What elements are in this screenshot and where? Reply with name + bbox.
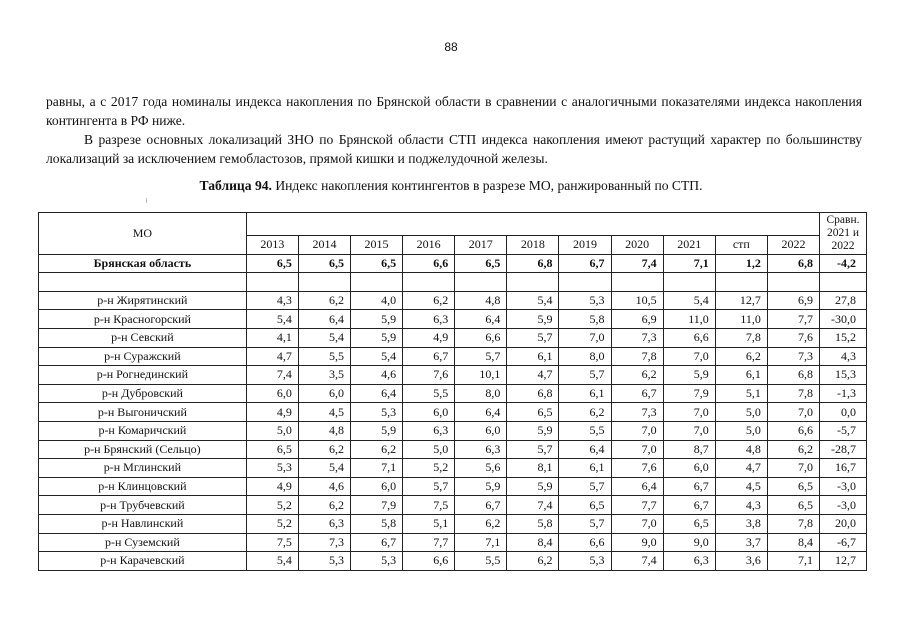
cell-value: 6,5 [246,440,298,459]
cell-value: 6,4 [559,440,611,459]
cell-value: 5,0 [715,403,767,422]
cell-value: 7,0 [611,421,663,440]
header-year: 2014 [298,236,350,255]
cell-value: 5,3 [351,552,403,571]
cell-value: 6,1 [715,366,767,385]
cell-value: 6,1 [559,459,611,478]
cell-value: 7,6 [403,366,455,385]
row-name: р-н Дубровский [39,384,247,403]
cell-value: 1,2 [715,254,767,273]
cell-value: 4,6 [298,477,350,496]
cell-srav: -28,7 [820,440,867,459]
table-caption-text: Индекс накопления контингентов в разрезе МО, ранжированный по СТП. [271,178,703,193]
cell-value: 7,7 [611,496,663,515]
cell-value: 5,7 [507,328,559,347]
cell-value: 7,0 [559,328,611,347]
cell-value: 7,1 [767,552,819,571]
cell-value: 6,4 [455,403,507,422]
table-row-total [39,254,867,273]
scan-mark [146,198,147,203]
cell-value: 6,4 [611,477,663,496]
cell-value: 5,9 [351,421,403,440]
cell-value: 7,0 [767,403,819,422]
header-year: 2020 [611,236,663,255]
cell-value: 7,0 [611,514,663,533]
blank-cell [559,273,611,292]
table-caption-label: Таблица 94. [199,178,272,193]
paragraph-2: В разрезе основных локализаций ЗНО по Брянской области СТП индекса накопления имеют растущий характер по большинству локализаций за исключением гемобластозов, прямой кишки и поджелудочной железы. [46,132,862,166]
cell-value: 6,4 [298,310,350,329]
cell-value: 7,7 [767,310,819,329]
cell-value: 7,8 [767,514,819,533]
cell-value: 7,3 [611,328,663,347]
cell-srav: 12,7 [820,552,867,571]
row-name: р-н Выгоничский [39,403,247,422]
cell-value: 7,9 [351,496,403,515]
table-row [39,366,867,385]
blank-cell [715,273,767,292]
cell-value: 8,4 [767,533,819,552]
table-row [39,514,867,533]
cell-value: 4,6 [351,366,403,385]
cell-value: 8,0 [559,347,611,366]
cell-value: 4,3 [715,496,767,515]
row-name: Брянская область [39,254,247,273]
mo-index-table [38,212,867,571]
cell-value: 3,8 [715,514,767,533]
table-caption [0,178,902,194]
cell-value: 5,7 [559,366,611,385]
cell-value: 7,1 [455,533,507,552]
cell-value: 6,2 [507,552,559,571]
cell-value: 7,3 [767,347,819,366]
cell-srav: -4,2 [820,254,867,273]
cell-value: 6,6 [403,254,455,273]
cell-value: 5,0 [715,421,767,440]
header-year: стп [715,236,767,255]
blank-cell [351,273,403,292]
row-name: р-н Брянский (Сельцо) [39,440,247,459]
cell-srav: 16,7 [820,459,867,478]
table-row [39,347,867,366]
cell-value: 6,1 [559,384,611,403]
cell-value: 5,3 [351,403,403,422]
cell-value: 10,5 [611,291,663,310]
cell-value: 6,1 [507,347,559,366]
cell-value: 6,5 [663,514,715,533]
cell-value: 6,0 [663,459,715,478]
cell-value: 5,9 [455,477,507,496]
cell-value: 5,9 [507,310,559,329]
cell-srav: -30,0 [820,310,867,329]
cell-value: 4,9 [246,477,298,496]
cell-value: 5,9 [663,366,715,385]
cell-value: 7,0 [767,459,819,478]
blank-cell [820,273,867,292]
cell-value: 6,7 [403,347,455,366]
blank-cell [663,273,715,292]
cell-value: 4,1 [246,328,298,347]
cell-value: 5,9 [507,421,559,440]
cell-srav: 4,3 [820,347,867,366]
cell-value: 5,2 [246,514,298,533]
cell-value: 5,3 [559,291,611,310]
cell-value: 5,1 [715,384,767,403]
cell-value: 7,4 [611,552,663,571]
cell-value: 6,8 [507,384,559,403]
blank-cell [403,273,455,292]
cell-value: 7,6 [767,328,819,347]
cell-value: 7,3 [298,533,350,552]
cell-value: 7,6 [611,459,663,478]
cell-value: 5,8 [507,514,559,533]
cell-value: 6,2 [403,291,455,310]
table-row [39,328,867,347]
cell-value: 5,4 [507,291,559,310]
cell-value: 5,7 [455,347,507,366]
blank-cell [246,273,298,292]
table-row [39,310,867,329]
cell-srav: 0,0 [820,403,867,422]
cell-value: 11,0 [663,310,715,329]
cell-value: 4,9 [403,328,455,347]
cell-value: 5,9 [351,328,403,347]
cell-value: 3,7 [715,533,767,552]
cell-value: 7,8 [611,347,663,366]
blank-cell [767,273,819,292]
cell-value: 6,3 [403,310,455,329]
cell-value: 7,4 [611,254,663,273]
header-year: 2017 [455,236,507,255]
cell-value: 8,7 [663,440,715,459]
row-name: р-н Жирятинский [39,291,247,310]
cell-value: 6,7 [611,384,663,403]
cell-value: 5,4 [351,347,403,366]
cell-value: 4,7 [507,366,559,385]
table-row [39,552,867,571]
cell-value: 6,8 [507,254,559,273]
header-year: 2018 [507,236,559,255]
cell-value: 4,3 [246,291,298,310]
cell-value: 5,8 [559,310,611,329]
header-srav: Сравн. 2021 и 2022 [820,213,867,255]
cell-value: 5,5 [298,347,350,366]
cell-value: 5,0 [246,421,298,440]
cell-srav: 20,0 [820,514,867,533]
cell-value: 6,7 [351,533,403,552]
cell-value: 5,5 [559,421,611,440]
cell-value: 4,0 [351,291,403,310]
cell-value: 5,9 [507,477,559,496]
table-row [39,477,867,496]
cell-value: 6,2 [611,366,663,385]
row-name: р-н Суражский [39,347,247,366]
cell-value: 6,9 [611,310,663,329]
cell-value: 7,4 [246,366,298,385]
cell-value: 10,1 [455,366,507,385]
row-name: р-н Севский [39,328,247,347]
cell-value: 6,2 [559,403,611,422]
table-row [39,421,867,440]
cell-value: 7,7 [403,533,455,552]
cell-value: 8,1 [507,459,559,478]
cell-value: 6,7 [559,254,611,273]
table-row [39,403,867,422]
cell-value: 7,3 [611,403,663,422]
row-name: р-н Комаричский [39,421,247,440]
cell-value: 6,0 [403,403,455,422]
cell-value: 5,5 [455,552,507,571]
row-name: р-н Навлинский [39,514,247,533]
cell-value: 6,6 [663,328,715,347]
cell-value: 3,6 [715,552,767,571]
cell-srav: -5,7 [820,421,867,440]
cell-value: 7,5 [246,533,298,552]
blank-cell [39,273,247,292]
table-row [39,459,867,478]
header-year: 2021 [663,236,715,255]
cell-value: 6,5 [559,496,611,515]
row-name: р-н Рогнединский [39,366,247,385]
cell-value: 4,5 [715,477,767,496]
header-mo: МО [39,213,247,255]
blank-cell [507,273,559,292]
cell-value: 6,9 [767,291,819,310]
header-year: 2016 [403,236,455,255]
cell-value: 5,4 [298,459,350,478]
cell-value: 5,2 [246,496,298,515]
cell-value: 11,0 [715,310,767,329]
cell-value: 6,3 [663,552,715,571]
cell-value: 5,7 [507,440,559,459]
cell-srav: 15,2 [820,328,867,347]
cell-value: 3,5 [298,366,350,385]
row-name: р-н Суземский [39,533,247,552]
blank-cell [611,273,663,292]
cell-value: 6,2 [351,440,403,459]
cell-value: 6,5 [351,254,403,273]
cell-value: 7,8 [767,384,819,403]
cell-srav: 15,3 [820,366,867,385]
header-year: 2019 [559,236,611,255]
table-row [39,496,867,515]
cell-value: 6,0 [455,421,507,440]
cell-value: 6,2 [455,514,507,533]
table-header-row-top [39,213,867,236]
header-years-group [246,213,819,236]
cell-value: 7,1 [351,459,403,478]
row-name: р-н Клинцовский [39,477,247,496]
cell-value: 9,0 [663,533,715,552]
cell-value: 6,5 [298,254,350,273]
cell-value: 5,4 [298,328,350,347]
cell-value: 6,8 [767,366,819,385]
cell-value: 4,7 [715,459,767,478]
cell-value: 5,3 [559,552,611,571]
cell-value: 7,0 [663,421,715,440]
cell-srav: -1,3 [820,384,867,403]
cell-value: 6,0 [298,384,350,403]
cell-value: 5,2 [403,459,455,478]
cell-value: 6,0 [246,384,298,403]
cell-value: 6,5 [246,254,298,273]
cell-value: 6,8 [767,254,819,273]
row-name: р-н Мглинский [39,459,247,478]
cell-value: 6,6 [559,533,611,552]
cell-value: 6,7 [663,477,715,496]
row-name: р-н Красногорский [39,310,247,329]
cell-value: 6,6 [455,328,507,347]
table-row [39,384,867,403]
cell-value: 6,5 [767,477,819,496]
cell-value: 5,8 [351,514,403,533]
cell-value: 5,4 [246,552,298,571]
blank-cell [455,273,507,292]
table-row [39,440,867,459]
cell-value: 6,4 [455,310,507,329]
cell-value: 4,8 [715,440,767,459]
cell-value: 6,5 [455,254,507,273]
cell-value: 5,3 [246,459,298,478]
cell-value: 9,0 [611,533,663,552]
cell-value: 6,7 [455,496,507,515]
paragraph-1: равны, а с 2017 года номиналы индекса накопления по Брянской области в сравнении с аналогичными показателями индекса накопления контингента в РФ ниже. [46,94,862,128]
cell-value: 8,0 [455,384,507,403]
cell-value: 6,6 [403,552,455,571]
cell-srav: -3,0 [820,496,867,515]
cell-value: 6,2 [715,347,767,366]
table-row [39,291,867,310]
cell-value: 5,7 [559,477,611,496]
cell-srav: 27,8 [820,291,867,310]
cell-value: 6,5 [767,496,819,515]
cell-value: 4,5 [298,403,350,422]
cell-value: 6,2 [298,291,350,310]
cell-value: 7,0 [663,403,715,422]
cell-value: 5,1 [403,514,455,533]
cell-value: 6,3 [455,440,507,459]
cell-value: 7,1 [663,254,715,273]
cell-value: 4,7 [246,347,298,366]
row-name: р-н Карачевский [39,552,247,571]
cell-value: 7,5 [403,496,455,515]
header-year: 2022 [767,236,819,255]
cell-value: 6,7 [663,496,715,515]
cell-value: 4,8 [298,421,350,440]
cell-srav: -6,7 [820,533,867,552]
cell-value: 7,0 [663,347,715,366]
page-number: 88 [444,40,458,54]
cell-value: 4,9 [246,403,298,422]
cell-value: 6,0 [351,477,403,496]
cell-value: 4,8 [455,291,507,310]
cell-value: 5,4 [246,310,298,329]
cell-srav: -3,0 [820,477,867,496]
cell-value: 6,2 [298,440,350,459]
cell-value: 6,2 [767,440,819,459]
cell-value: 5,7 [403,477,455,496]
cell-value: 7,8 [715,328,767,347]
cell-value: 5,6 [455,459,507,478]
cell-value: 6,2 [298,496,350,515]
cell-value: 8,4 [507,533,559,552]
cell-value: 12,7 [715,291,767,310]
cell-value: 6,4 [351,384,403,403]
table-row-blank [39,273,867,292]
cell-value: 7,9 [663,384,715,403]
cell-value: 5,0 [403,440,455,459]
cell-value: 6,5 [507,403,559,422]
cell-value: 5,9 [351,310,403,329]
row-name: р-н Трубчевский [39,496,247,515]
cell-value: 6,3 [298,514,350,533]
cell-value: 5,3 [298,552,350,571]
cell-value: 5,5 [403,384,455,403]
cell-value: 6,3 [403,421,455,440]
cell-value: 7,0 [611,440,663,459]
cell-value: 5,7 [559,514,611,533]
cell-value: 7,4 [507,496,559,515]
blank-cell [298,273,350,292]
header-year: 2013 [246,236,298,255]
cell-value: 5,4 [663,291,715,310]
header-year: 2015 [351,236,403,255]
table-row [39,533,867,552]
cell-value: 6,6 [767,421,819,440]
